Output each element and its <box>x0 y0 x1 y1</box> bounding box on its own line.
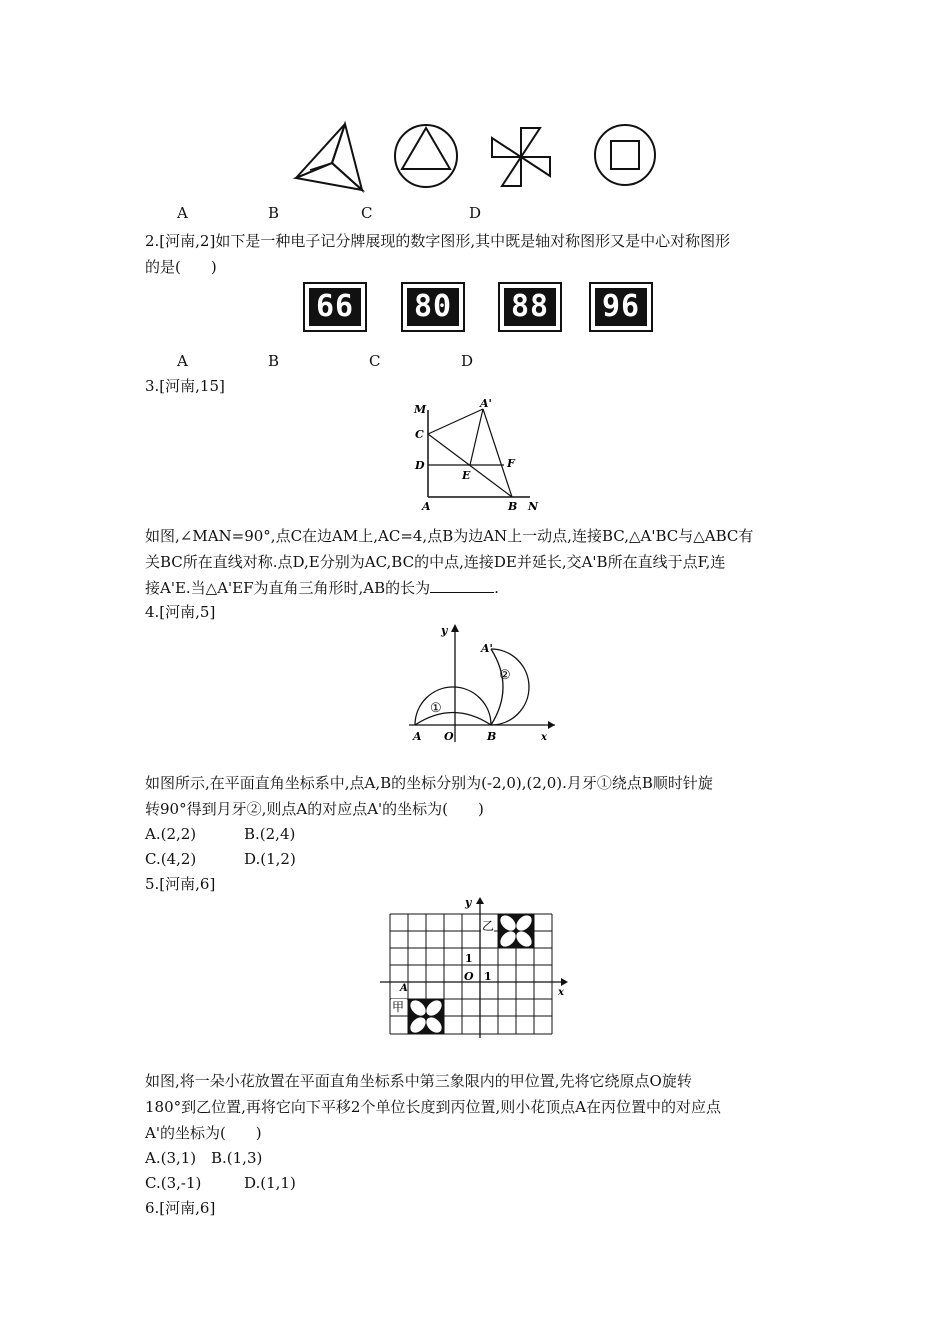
q4-label-a: A <box>413 730 422 743</box>
q3-answer-blank <box>430 578 494 593</box>
q5-label-x: x <box>558 987 564 998</box>
scoreboard-c-digits: 88 <box>504 288 556 326</box>
q3-label-a-prime: A' <box>480 397 492 410</box>
scoreboard-d <box>589 282 653 332</box>
q4-label-o: O <box>444 730 454 743</box>
q5-text-line-1: 如图,将一朵小花放置在平面直角坐标系中第三象限内的甲位置,先将它绕原点O旋转 <box>145 1072 692 1090</box>
q1-option-d-label: D <box>469 204 482 222</box>
q4-option-b: B.(2,4) <box>244 825 296 843</box>
q1-figures <box>290 118 660 198</box>
q1-option-c-label: C <box>361 204 373 222</box>
q5-label-x-unit: 1 <box>484 970 492 983</box>
q4-option-c: C.(4,2) <box>145 850 197 868</box>
q3-text-line-3 <box>145 575 499 601</box>
scoreboard-c <box>498 282 562 332</box>
scoreboard-d-digits: 96 <box>595 288 647 326</box>
q1-figure-a <box>290 118 370 198</box>
q3-text-line-2: 关BC所在直线对称.点D,E分别为AC,BC的中点,连接DE并延长,交A'B所在直线于点F,连 <box>145 553 726 571</box>
q2-question-text: 2.[河南,2]如下是一种电子记分牌展现的数字图形,其中既是轴对称图形又是中心对称图形 <box>145 232 731 250</box>
q3-label-f: F <box>507 457 515 470</box>
q3-text-line-3-end: . <box>494 579 499 597</box>
q5-header: 5.[河南,6] <box>145 875 216 893</box>
scoreboard-a <box>303 282 367 332</box>
q3-label-b: B <box>508 500 518 513</box>
q4-label-a-prime: A' <box>481 642 493 655</box>
q5-label-y-unit: 1 <box>465 952 473 965</box>
q2-option-d-label: D <box>461 352 474 370</box>
q4-text-line-2: 转90°得到月牙②,则点A的对应点A'的坐标为( ) <box>145 800 484 818</box>
q2-option-c-label: C <box>369 352 381 370</box>
q1-figure-c <box>488 124 554 190</box>
scoreboard-a-digits: 66 <box>309 288 361 326</box>
q6-header: 6.[河南,6] <box>145 1199 216 1217</box>
q4-label-x: x <box>541 732 547 743</box>
q5-text-line-2: 180°到乙位置,再将它向下平移2个单位长度到丙位置,则小花顶点A在丙位置中的对应点 <box>145 1098 722 1116</box>
q2-scoreboard-options <box>303 282 653 334</box>
q5-label-yi: 乙 <box>482 919 495 933</box>
q3-label-e: E <box>462 469 471 482</box>
q4-option-a: A.(2,2) <box>145 825 197 843</box>
q5-label-o: O <box>464 970 474 983</box>
q2-option-b-label: B <box>268 352 280 370</box>
q5-flower-yi <box>497 912 534 949</box>
q5-grid-figure <box>378 892 570 1040</box>
q4-label-b: B <box>487 730 497 743</box>
q2-question-text-cont: 的是( ) <box>145 258 217 276</box>
q3-label-c: C <box>415 428 424 441</box>
q1-figure-b <box>390 120 462 192</box>
q1-option-b-label: B <box>268 204 280 222</box>
q2-option-a-label: A <box>177 352 188 370</box>
q4-option-d: D.(1,2) <box>244 850 296 868</box>
scoreboard-b <box>401 282 465 332</box>
q3-header: 3.[河南,15] <box>145 377 225 395</box>
q4-label-crescent-2: ② <box>499 668 511 683</box>
q1-figure-d <box>590 120 660 190</box>
q5-label-a: A <box>400 983 408 994</box>
q4-text-line-1: 如图所示,在平面直角坐标系中,点A,B的坐标分别为(-2,0),(2,0).月牙①绕点B顺时针旋 <box>145 774 713 792</box>
q5-option-d: D.(1,1) <box>244 1174 296 1192</box>
q3-text-line-1: 如图,∠MAN=90°,点C在边AM上,AC=4,点B为边AN上一动点,连接BC,△A'BC与△ABC有 <box>145 527 754 545</box>
q5-flower-jia <box>407 997 444 1035</box>
scoreboard-b-digits: 80 <box>407 288 459 326</box>
q1-option-a-label: A <box>177 204 188 222</box>
q5-option-b: B.(1,3) <box>211 1149 263 1167</box>
q3-label-a: A <box>422 500 431 513</box>
q5-text-line-3: A'的坐标为( ) <box>145 1124 262 1142</box>
q3-text-line-3-body: 接A'E.当△A'EF为直角三角形时,AB的长为 <box>145 579 431 597</box>
q5-option-a: A.(3,1) <box>145 1149 197 1167</box>
q3-label-m: M <box>414 403 427 416</box>
q4-label-y: y <box>441 624 448 637</box>
q5-option-c: C.(3,-1) <box>145 1174 202 1192</box>
q4-header: 4.[河南,5] <box>145 603 216 621</box>
q3-label-n: N <box>528 500 539 513</box>
q3-geometry-figure <box>408 395 548 517</box>
q4-label-crescent-1: ① <box>430 701 442 716</box>
q3-label-d: D <box>415 459 425 472</box>
q4-crescent-figure <box>405 620 560 748</box>
q5-label-y: y <box>465 896 472 909</box>
q5-label-jia: 甲 <box>392 1000 405 1014</box>
